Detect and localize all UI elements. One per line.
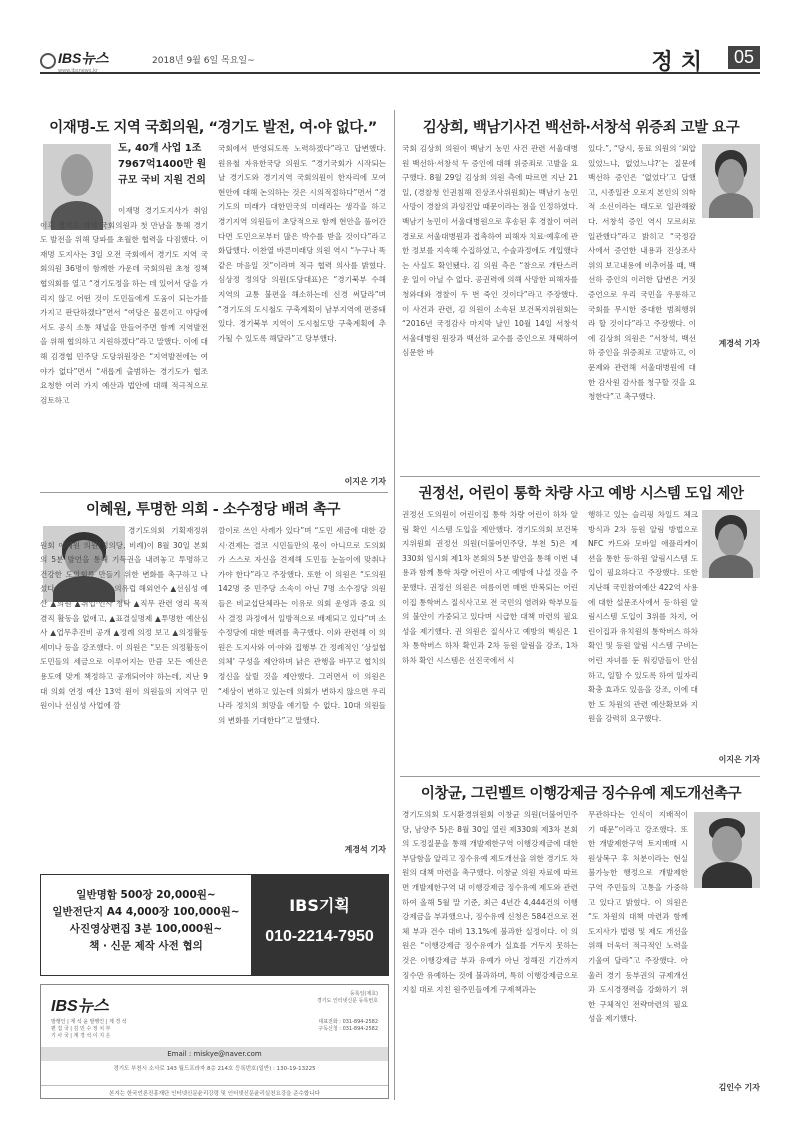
article-headline: 김상희, 백남기사건 백선하·서창석 위증죄 고발 요구 <box>422 120 740 136</box>
logo-text: IBS뉴스 <box>58 50 109 66</box>
article-body-col1: 경기도의회 도시환경위원회 이창균 의원(더불어민주당, 남양주 5)은 8월 30일 열린 제330회 제3차 본회의 도정질문을 통해 개발제한구역 이행강제금에 대한 부담함을 알리고 징수유예 제도개선을 위한 경기도 차원의 대책 마련을 촉구했다. 이창균 의원 자료에 따르면 개발제한구역 내 이행강제금 징수유예 제도와 관련하여 올해 5월 말 기준, 최근 4년간 4,444건의 이행강제금을 부과했으나, 징수유예 신청은 584건으로 전체 부과 건수 대비 13.1%에 불과한 실정이다. 이 의원은 “이행강제금 징수유예가 실효를 거두지 못하는 것은 이행강제금 부과 유예가 아닌 정해진 기간까지 징수만 유예하는 것에 불과하며, 특히 이행강제금으로 지칠 대로 지친 원주민들에게 구제책과는 <box>402 810 578 995</box>
ad-line: 일반전단지 A4 4,000장 100,000원~ <box>52 906 240 918</box>
article-kim-sanghee <box>402 116 760 474</box>
imprint-email[interactable]: Email : miskye@naver.com <box>41 1047 388 1061</box>
imprint-address: 경기도 부천시 소사로 143 월드프라자 8층 214호 등록번호(일반) : 130-19-13225 <box>113 1066 316 1072</box>
article-kwon-jeongseon <box>402 482 760 772</box>
page-number: 05 <box>728 46 760 69</box>
staff-line: 기 사 국 | 계 경 석 이 지 은 <box>51 1033 111 1039</box>
section-divider <box>40 492 388 493</box>
article-body-col1: 권정선 도의원이 어린이집 통학 차량 어린이 하차 알림 확인 시스템 도입을 제안했다. 경기도의회 보건복지위원회 권정선 의원(더불어민주당, 부천 5)은 제330회 임시회 제1차 본회의 5분 발언을 통해 이번 내용과 함께 통학 차량 어린이 사고 예방에 나설 것을 주문했다. 권정선 의원은 여름이면 매번 반복되는 어린이집 통학버스 질식사고로 전 국민의 염려와 학부모들의 불안이 가중되고 있다며 시급한 대책 마련의 필요성을 제기했다. 권 의원은 질식사고 예방의 핵심은 1차 통학버스 하차 확인과 2차 등원 알림을 강조, 1차 하차 확인 시스템은 선진국에서 시 <box>402 510 578 665</box>
page-header <box>40 44 760 74</box>
newspaper-logo[interactable] <box>40 48 108 74</box>
article-headline: 권정선, 어린이 통학 차량 사고 예방 시스템 도입 제안 <box>418 486 744 502</box>
section-divider <box>400 476 760 477</box>
article-body-col2: 국회에서 반영되도록 노력하겠다”라고 답변했다. 원유철 자유한국당 의원도 “경기국회가 시작되는 날 경기도와 경기지역 국회의원이 한자리에 모여 현안에 대해 논의하는 것은 시의적절하다”면서 “경기도의 미래가 대한민국의 미래라는 생각을 하고 경기지역 의원들이 초당적으로 함께 현안을 풀어간다면 도민으로부터 많은 박수를 받을 것이다”라고 화답했다. 이찬열 바른미래당 의원 역시 “누구나 똑같은 마음일 것”이라며 적극 협력 의사를 밝혔다. 심상정 정의당 의원(도당대표)은 “경기북부 수해 지역의 교통 불편을 해소하는데 신경 써달라”며 “경기도의 도시철도 구축계획이 남부지역에 편중돼 있다. 경기북부 지역이 도시철도망 구축계획에 추가될 수 있도록 해달라”고 당부했다. <box>218 144 386 343</box>
photo-kwon-jeongseon <box>702 510 760 578</box>
section-title: 정치 <box>651 49 710 75</box>
section-divider <box>400 776 760 777</box>
article-body-col1: 이재명 경기도지사가 취임 이후 경기도 지역 국회의원과 첫 만남을 통해 경기도 발전을 위해 당파를 초월한 협력을 다짐했다. 이재명 도지사는 3일 오전 국회에서 경기도 지역 국회의원 36명이 함께한 가운데 국회의원 초청 정책협의회를 열고 “경기도정을 하는 데 있어서 당을 가리지 않고 어떤 것이 도민들에게 도움이 되는가를 가지고 판단하겠다”면서 “여당은 물론이고 야당에서도 공식 소통 채널을 만들어주면 함께 지역발전을 위해 협의하고 지원하겠다”라고 말했다. 이에 대해 김경협 민주당 도당위원장은 “지역발전에는 여야가 없다”면서 “새롭게 출범하는 경기도가 협조 요청한 여러 가지 예산과 법안에 대해 적극적으로 검토하고 <box>40 206 208 405</box>
registration-line: 등록일(제호) <box>349 991 378 997</box>
logo-url: www.ibsnews.kr <box>58 68 99 74</box>
ad-brand: IBS기획 <box>289 896 350 915</box>
ad-price-list <box>41 875 251 975</box>
staff-line: 편 집 국 | 김 민 수 정 치 부 <box>51 1026 111 1032</box>
article-body-col2: 깜이로 쓰인 사례가 있다”며 “도민 세금에 대한 감시·견제는 결코 시민들만의 몫이 아니므로 도의회가 스스로 자신을 견제해 도민들 눈높이에 맞춰나가야 한다”라고 주장했다. 또한 이 의원은 “도의원 142명 중 민주당 소속이 아닌 7명 소수정당 의원들은 비교섭단체라는 이유로 의회 운영과 중요 의사 결정 과정에서 일방적으로 배제되고 있다”며 소수정당에 대한 배려를 촉구했다. 이와 관련해 이 의원은 도지사와 여·야와 집행부 간 정례적인 ‘상설협의체’ 구성을 제안하며 낡은 관행을 바꾸고 협치의 정신을 살릴 것을 제안했다. 그러면서 이 의원은 “세상이 변하고 있는데 의회가 변하지 않으면 우리나라 정치의 희망을 얘기할 수 없다. 10대 의원들의 변화를 기대한다”고 말했다. <box>218 526 386 725</box>
article-headline: 이창균, 그린벨트 이행강제금 징수유예 제도개선촉구 <box>420 786 742 802</box>
phone-line: 구독신청 : 031-894-2582 <box>318 1026 378 1032</box>
photo-kim-sanghee <box>702 144 760 218</box>
publication-imprint <box>40 984 389 1099</box>
issue-date: 2018년 9월 6일 목요일~ <box>152 56 255 66</box>
imprint-ethics-note: 본지는 한국언론진흥재단 인터넷신문윤리강령 및 인터넷신문윤리실천요강을 준수합니다 <box>41 1085 388 1097</box>
imprint-phones <box>238 1019 378 1033</box>
logo-icon <box>40 53 56 69</box>
article-subhead: 도, 40개 사업 1조 7967억1400만 원 규모 국비 지원 건의 <box>118 143 207 186</box>
imprint-staff <box>51 1019 251 1040</box>
article-headline: 이혜원, 투명한 의회 - 소수정당 배려 촉구 <box>86 502 340 518</box>
advertisement-box[interactable] <box>40 874 389 976</box>
article-byline: 이지은 기자 <box>344 477 386 486</box>
phone-line: 대표전화 : 031-894-2582 <box>318 1019 378 1025</box>
article-lee-changgyun <box>402 782 760 1100</box>
column-divider <box>394 110 395 1100</box>
staff-line: 발행인 | 계 석 윤 발행인 | 계 경 석 <box>51 1019 127 1025</box>
registration-line: 경기도 인터넷신문 등록번호 <box>316 998 378 1004</box>
article-body-col1: 국회 김상희 의원이 백남기 농민 사건 관련 서울대병원 백선하·서창석 두 증인에 대해 위증죄로 고발을 요구했다. 8월 29일 김상희 의원 측에 따르면 지난 21일, (경찰청 인권침해 진상조사위원회)는 백남기 농민 사망이 경찰의 과잉진압 때문이라는 점을 인정하였다. 백남기 농민이 서울대병원으로 후송된 후 경찰이 여러 경로로 서울대병원과 접촉하여 피해자 치료·예후에 관한 정보를 지속해 수집하였고, 수술과정에도 개입했다는 사실도 확인됐다. 김 의원 측은 “참으로 개탄스러운 일이 아닐 수 없다. 공권력에 의해 사망한 피해자를 청와대와 경찰이 두 번 죽인 것이다”라고 주장했다. 이 사건과 관련, 김 의원이 소속된 보건복지위원회는 “2016년 국정감사 마지막 날인 10월 14일 서창석 서울대병원 원장과 백선하 교수를 증인으로 채택하여 심문한 바 <box>402 144 578 358</box>
article-headline: 이재명-도 지역 국회의원, “경기도 발전, 여·야 없다.” <box>49 120 377 136</box>
imprint-logo: IBS뉴스 <box>51 998 109 1015</box>
article-body-col1: 경기도의회 기획재정위원회 이혜원 의원(정의당, 비례)이 8월 30일 본회의 5분 발언을 통해 기득권을 내려놓고 투명하고 건강한 도의회를 만들기 위한 변화를 촉구하고 나섰다. 이혜원 의원은 ▲의유럽 해외연수 ▲선심성 예산 ▲의원 ▲취업·인사 청탁 ▲직무 관련 영리 목적 겸직 활동을 없애고, ▲표결실명제 ▲투명한 예산심사 ▲업무추진비 공개 ▲정례 의정 보고 ▲의정활동 세미나 등을 강조했다. 이 의원은 “모든 의정활동이 도민들의 세금으로 이루어지는 만큼 모든 예산은 용도에 맞게 책정하고 공개되어야 하는데, 지난 9대 의회 연정 예산 13억 원이 의원들의 지역구 민원이나 선심성 사업에 깜 <box>40 526 208 711</box>
article-lee-jaemyung <box>40 116 386 494</box>
article-body-col2: 행하고 있는 슬리핑 차일드 체크 방식과 2차 등원 알림 방법으로 NFC 카드와 모바일 애플리케이션을 통한 등·하원 알림시스템 도입이 필요하다고 주장했다. 또한 지난해 국민참여예산 422억 사용에 대한 설문조사에서 등·하원 알림시스템 도입이 3위를 차지, 어린이집과 유치원의 통학버스 하차 확인 및 등원 알림 시스템 구비는 어린 자녀를 둔 워킹맘들이 안심하고, 일할 수 있도록 하여 일자리 확충 효과도 있음을 강조, 이에 대한 도 차원의 관련 예산확보와 지원을 강력히 요구했다. <box>588 510 698 724</box>
article-body-col2: 무관하다는 인식이 지배적이기 때문”이라고 강조했다. 또한 개발제한구역 토지매매 시 원상복구 후 처분이라는 현실 불가능한 행정으로 개발제한구역 주민들의 고통을 가중하고 있다고 밝혔다. 이 의원은 “도 차원의 대책 마련과 함께 도지사가 법령 및 제도 개선을 위해 더욱더 적극적인 노력을 기울여 달라”고 주장했다. 아울러 경기 동부권의 규제개선과 도시경쟁력을 강화하기 위한 구체적인 전략마련의 필요성을 제기했다. <box>588 810 688 1024</box>
article-byline: 이지은 기자 <box>718 755 760 764</box>
imprint-registration <box>258 991 378 1005</box>
ad-line: 일반명함 500장 20,000원~ <box>76 889 216 901</box>
article-byline: 계경석 기자 <box>344 845 386 854</box>
ad-contact <box>251 875 388 975</box>
article-byline: 김인수 기자 <box>718 1083 760 1092</box>
article-lee-hyewon <box>40 498 386 858</box>
ad-line: 책 · 신문 제작 사전 협의 <box>89 940 203 952</box>
ad-line: 사진영상편집 3분 100,000원~ <box>69 923 223 935</box>
ad-phone[interactable]: 010-2214-7950 <box>265 928 374 945</box>
photo-lee-changgyun <box>694 812 760 888</box>
article-body-col2: 있다.”, “당시, 동료 의원의 ‘외압 있었느냐, 없었느냐?’는 질문에 백선하 증인은 ‘없었다’고 답했고, 시종일관 오로지 본인의 의학적 소신이라는 태도로 일관해왔다. 서창석 증인 역시 모르쇠로 일관했다”라고 밝히고 “국정감사에서 증언한 내용과 진상조사위의 보고내용에 비추어볼 때, 백선하 증인의 이러한 답변은 거짓 증언으로 우리 국민을 우롱하고 국회를 무시한 중대한 범죄행위라 할 것이다”라고 주장했다. 이에 김상희 의원은 “서창석, 백선하 증인을 위증죄로 고발하고, 이 문제와 관련해 서울대병원에 대한 감사원 감사를 청구할 것을 요청한다”고 촉구했다. <box>588 144 696 402</box>
article-byline: 계경석 기자 <box>718 339 760 348</box>
